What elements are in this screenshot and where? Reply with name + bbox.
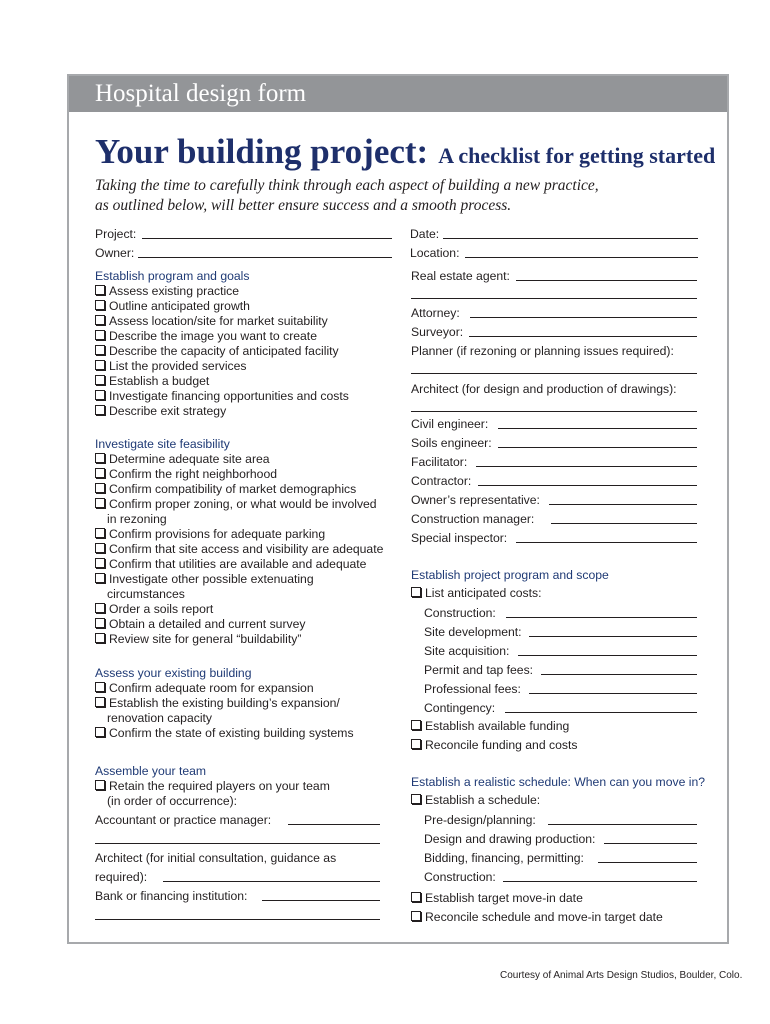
section-program-scope: Establish project program and scope — [411, 568, 609, 582]
checkbox[interactable] — [411, 911, 421, 921]
checklist-item[interactable]: Confirm adequate room for expansion — [95, 681, 314, 696]
checkbox[interactable] — [95, 483, 105, 493]
checklist-item-continued: renovation capacity — [107, 711, 213, 725]
cost-site-acquisition-field[interactable] — [518, 655, 697, 656]
page-title — [95, 132, 715, 172]
architect-consult-field[interactable] — [163, 881, 380, 882]
cost-permit-fees-field[interactable] — [541, 674, 697, 675]
real-estate-field-line-2[interactable] — [411, 298, 697, 299]
cost-professional-fees-label: Professional fees: — [424, 682, 521, 696]
checklist-item[interactable]: Confirm provisions for adequate parking — [95, 527, 325, 542]
location-field[interactable] — [465, 257, 698, 258]
date-label: Date: — [410, 227, 440, 241]
section-site-feasibility: Investigate site feasibility — [95, 437, 230, 451]
planner-label: Planner (if rezoning or planning issues required): — [411, 344, 674, 358]
special-inspector-field[interactable] — [516, 542, 697, 543]
checklist-item[interactable]: Confirm the right neighborhood — [95, 467, 277, 482]
checkbox[interactable] — [95, 498, 105, 508]
contractor-label: Contractor: — [411, 474, 472, 488]
construction-manager-label: Construction manager: — [411, 512, 535, 526]
checkbox[interactable] — [95, 375, 105, 385]
checklist-item[interactable]: Determine adequate site area — [95, 452, 270, 467]
owner-rep-field[interactable] — [549, 504, 697, 505]
checklist-item[interactable]: Assess location/site for market suitability — [95, 314, 328, 329]
bidding-label: Bidding, financing, permitting: — [424, 851, 584, 865]
checklist-item[interactable]: Describe the capacity of anticipated facility — [95, 344, 339, 359]
cost-construction-field[interactable] — [506, 617, 697, 618]
checkbox[interactable] — [95, 573, 105, 583]
cost-permit-fees-label: Permit and tap fees: — [424, 663, 534, 677]
checkbox[interactable] — [411, 587, 421, 597]
checklist-item[interactable]: Confirm that site access and visibility are adequate — [95, 542, 383, 557]
checkbox[interactable] — [95, 633, 105, 643]
intro-text — [95, 176, 705, 216]
cost-contingency-label: Contingency: — [424, 701, 496, 715]
checklist-item[interactable]: Confirm proper zoning, or what would be involved — [95, 497, 377, 512]
checklist-item[interactable]: Reconcile funding and costs — [411, 738, 577, 753]
checklist-item[interactable]: List the provided services — [95, 359, 247, 374]
predesign-label: Pre-design/planning: — [424, 813, 536, 827]
owner-label: Owner: — [95, 246, 135, 260]
checklist-item[interactable]: Establish target move-in date — [411, 891, 583, 906]
owner-rep-label: Owner’s representative: — [411, 493, 540, 507]
bank-field-line-2[interactable] — [95, 919, 380, 920]
architect-field[interactable] — [411, 411, 697, 412]
checkbox[interactable] — [95, 558, 105, 568]
section-schedule: Establish a realistic schedule: When can you move in? — [411, 775, 706, 789]
title-main: Your building project: — [95, 132, 429, 171]
cost-site-acquisition-label: Site acquisition: — [424, 644, 510, 658]
soils-engineer-label: Soils engineer: — [411, 436, 492, 450]
checkbox[interactable] — [411, 739, 421, 749]
facilitator-field[interactable] — [476, 466, 697, 467]
bank-field[interactable] — [262, 900, 380, 901]
facilitator-label: Facilitator: — [411, 455, 468, 469]
project-field[interactable] — [142, 238, 392, 239]
checkbox[interactable] — [95, 390, 105, 400]
checkbox[interactable] — [95, 360, 105, 370]
checklist-item[interactable]: Confirm that utilities are available and adequate — [95, 557, 366, 572]
predesign-field[interactable] — [548, 824, 697, 825]
cost-site-development-label: Site development: — [424, 625, 522, 639]
checklist-item[interactable]: Reconcile schedule and move-in target date — [411, 910, 663, 925]
checklist-item[interactable]: Establish a schedule: — [411, 793, 540, 808]
intro-line-2: as outlined below, will better ensure success and a smooth process. — [95, 197, 512, 214]
schedule-construction-field[interactable] — [503, 881, 697, 882]
checkbox[interactable] — [95, 528, 105, 538]
checkbox[interactable] — [411, 892, 421, 902]
owner-field[interactable] — [138, 257, 392, 258]
checkbox[interactable] — [411, 720, 421, 730]
schedule-construction-label: Construction: — [424, 870, 496, 884]
surveyor-field[interactable] — [469, 336, 697, 337]
checklist-item[interactable]: Establish a budget — [95, 374, 209, 389]
section-assemble-team: Assemble your team — [95, 764, 207, 778]
surveyor-label: Surveyor: — [411, 325, 464, 339]
checklist-item[interactable]: Confirm the state of existing building systems — [95, 726, 354, 741]
contractor-field[interactable] — [478, 485, 697, 486]
checkbox[interactable] — [95, 727, 105, 737]
checkbox[interactable] — [411, 794, 421, 804]
project-label: Project: — [95, 227, 137, 241]
checkbox[interactable] — [95, 682, 105, 692]
form-header: Hospital design form — [69, 76, 727, 112]
checkbox[interactable] — [95, 315, 105, 325]
attorney-field[interactable] — [470, 317, 697, 318]
design-production-label: Design and drawing production: — [424, 832, 596, 846]
cost-professional-fees-field[interactable] — [529, 693, 697, 694]
checkbox[interactable] — [95, 780, 105, 790]
cost-contingency-field[interactable] — [505, 712, 697, 713]
bank-label: Bank or financing institution: — [95, 889, 248, 903]
checkbox[interactable] — [95, 300, 105, 310]
checklist-item[interactable]: Investigate financing opportunities and costs — [95, 389, 349, 404]
civil-engineer-field[interactable] — [498, 428, 697, 429]
special-inspector-label: Special inspector: — [411, 531, 508, 545]
cost-site-development-field[interactable] — [529, 636, 697, 637]
checkbox[interactable] — [95, 405, 105, 415]
checklist-item[interactable]: Establish the existing building’s expansion/ — [95, 696, 340, 711]
accountant-label: Accountant or practice manager: — [95, 813, 272, 827]
checkbox[interactable] — [95, 453, 105, 463]
attorney-label: Attorney: — [411, 306, 460, 320]
architect-consult-label: Architect (for initial consultation, guidance as — [95, 851, 337, 865]
civil-engineer-label: Civil engineer: — [411, 417, 489, 431]
checkbox[interactable] — [95, 468, 105, 478]
accountant-field[interactable] — [288, 824, 380, 825]
section-existing-building: Assess your existing building — [95, 666, 252, 680]
checklist-item[interactable]: Review site for general “buildability” — [95, 632, 301, 647]
accountant-field-line-2[interactable] — [95, 843, 380, 844]
planner-field[interactable] — [411, 373, 697, 374]
checklist-item[interactable]: Retain the required players on your team — [95, 779, 330, 794]
date-field[interactable] — [443, 238, 698, 239]
checkbox[interactable] — [95, 618, 105, 628]
checkbox[interactable] — [95, 603, 105, 613]
title-subtitle: A checklist for getting started — [438, 143, 716, 168]
checklist-item[interactable]: Confirm compatibility of market demographics — [95, 482, 356, 497]
checklist-item[interactable]: Outline anticipated growth — [95, 299, 250, 314]
checkbox[interactable] — [95, 330, 105, 340]
checklist-item[interactable]: Assess existing practice — [95, 284, 239, 299]
checklist-item[interactable]: Establish available funding — [411, 719, 569, 734]
location-label: Location: — [410, 246, 460, 260]
bidding-field[interactable] — [598, 862, 697, 863]
checklist-item[interactable]: Order a soils report — [95, 602, 213, 617]
architect-consult-label-2: required): — [95, 870, 148, 884]
cost-construction-label: Construction: — [424, 606, 496, 620]
footer-credit: Courtesy of Animal Arts Design Studios, Boulder, Colo. — [500, 970, 743, 981]
checkbox[interactable] — [95, 285, 105, 295]
intro-line-1: Taking the time to carefully think through each aspect of building a new practice, — [95, 177, 599, 194]
checkbox[interactable] — [95, 345, 105, 355]
checkbox[interactable] — [95, 543, 105, 553]
checklist-item-continued: in rezoning — [107, 512, 167, 526]
checklist-item-continued: circumstances — [107, 587, 185, 601]
design-production-field[interactable] — [604, 843, 697, 844]
checklist-item-continued: (in order of occurrence): — [107, 794, 238, 808]
checkbox[interactable] — [95, 697, 105, 707]
real-estate-field[interactable] — [516, 280, 697, 281]
architect-label: Architect (for design and production of drawings): — [411, 382, 677, 396]
checklist-item[interactable]: Describe exit strategy — [95, 404, 226, 419]
real-estate-label: Real estate agent: — [411, 269, 510, 283]
soils-engineer-field[interactable] — [498, 447, 697, 448]
checklist-item[interactable]: List anticipated costs: — [411, 586, 542, 601]
construction-manager-field[interactable] — [551, 523, 697, 524]
checklist-item[interactable]: Obtain a detailed and current survey — [95, 617, 305, 632]
section-program-goals: Establish program and goals — [95, 269, 250, 283]
checklist-item[interactable]: Describe the image you want to create — [95, 329, 317, 344]
checklist-item[interactable]: Investigate other possible extenuating — [95, 572, 314, 587]
